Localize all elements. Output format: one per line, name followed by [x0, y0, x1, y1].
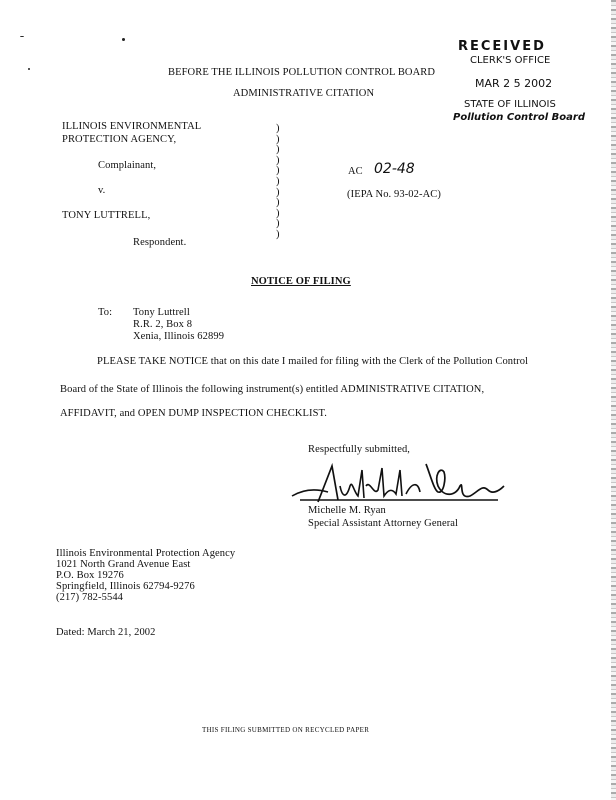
dated: Dated: March 21, 2002 [56, 627, 156, 638]
stamp-date: MAR 2 5 2002 [475, 77, 553, 90]
signer-name: Michelle M. Ryan [308, 505, 386, 516]
closing: Respectfully submitted, [308, 444, 411, 455]
ac-number: 02-48 [374, 161, 415, 177]
agency-line-2: 1021 North Grand Avenue East [56, 559, 191, 570]
complainant-name-2: PROTECTION AGENCY, [62, 134, 177, 145]
caption-parentheses: ) ) ) ) ) ) ) ) ) ) ) [276, 123, 280, 240]
agency-line-1: Illinois Environmental Protection Agency [56, 548, 236, 559]
footer-recycled: THIS FILING SUBMITTED ON RECYCLED PAPER [202, 726, 370, 734]
scan-speck [28, 68, 30, 70]
to-address-1: R.R. 2, Box 8 [133, 319, 193, 330]
complainant-role: Complainant, [98, 160, 157, 171]
scan-edge [611, 0, 616, 800]
notice-body-line-2: Board of the State of Illinois the following instrument(s) entitled ADMINISTRATIVE CITATION, [60, 384, 485, 395]
header-citation: ADMINISTRATIVE CITATION [233, 88, 375, 99]
agency-line-4: Springfield, Illinois 62794-9276 [56, 581, 195, 592]
stamp-state: STATE OF ILLINOIS [464, 99, 556, 110]
signer-title: Special Assistant Attorney General [308, 518, 459, 529]
to-name: Tony Luttrell [133, 307, 190, 318]
scan-speck [122, 38, 125, 41]
to-label: To: [98, 307, 113, 318]
notice-body-line-1: PLEASE TAKE NOTICE that on this date I mailed for filing with the Clerk of the Pollution Control [97, 356, 529, 367]
stamp-office: CLERK'S OFFICE [470, 55, 551, 66]
agency-line-5: (217) 782-5544 [56, 592, 124, 603]
complainant-name-1: ILLINOIS ENVIRONMENTAL [62, 121, 202, 132]
stamp-received: RECEIVED [458, 39, 546, 54]
notice-title: NOTICE OF FILING [251, 276, 351, 287]
respondent-name: TONY LUTTRELL, [62, 210, 151, 221]
versus: v. [98, 185, 106, 196]
agency-line-3: P.O. Box 19276 [56, 570, 124, 581]
ac-prefix: AC [348, 166, 363, 177]
scan-speck [20, 36, 24, 37]
stamp-board: Pollution Control Board [453, 112, 586, 123]
notice-body-line-3: AFFIDAVIT, and OPEN DUMP INSPECTION CHECKLIST. [60, 408, 328, 419]
header-board: BEFORE THE ILLINOIS POLLUTION CONTROL BOARD [168, 67, 436, 78]
respondent-role: Respondent. [133, 237, 187, 248]
iepa-number: (IEPA No. 93-02-AC) [347, 189, 441, 200]
to-address-2: Xenia, Illinois 62899 [133, 331, 225, 342]
